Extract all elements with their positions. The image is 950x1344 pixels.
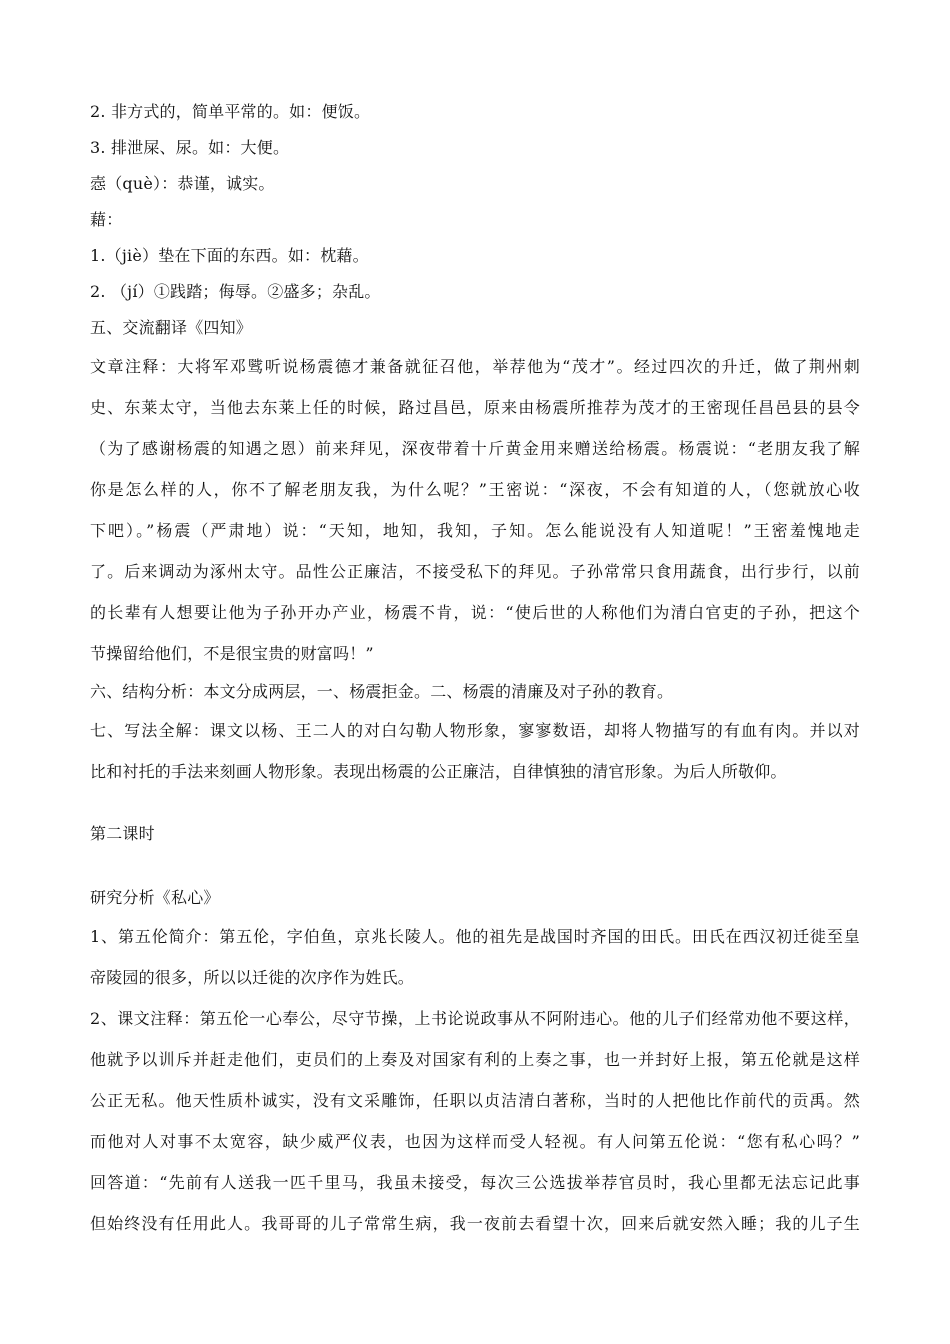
document-page [90,94,860,1244]
text-line: 2. （jí）①践踏；侮辱。②盛多；杂乱。 [90,282,381,301]
text-line: 的长辈有人想要让他为子孙开办产业，杨震不肯，说：“使后世的人称他们为清白官吏的子孙，把这个 [90,603,860,622]
text-line: 回答道：“先前有人送我一匹千里马，我虽未接受，每次三公选拔举荐官员时，我心里都无法忘记此事 [90,1173,860,1192]
text-line: 史、东莱太守，当他去东莱上任的时候，路过昌邑，原来由杨震所推荐为茂才的王密现任昌邑县的县令 [90,398,860,417]
text-line: 1.（jiè）垫在下面的东西。如：枕藉。 [90,246,369,265]
text-line: 比和衬托的手法来刻画人物形象。表现出杨震的公正廉洁，自律慎独的清官形象。为后人所敬仰。 [90,762,787,781]
text-line: （为了感谢杨震的知遇之恩）前来拜见，深夜带着十斤黄金用来赠送给杨震。杨震说：“老朋友我了解 [90,439,860,458]
text-line: 了。后来调动为涿州太守。品性公正廉洁，不接受私下的拜见。子孙常常只食用蔬食，出行步行，以前 [90,562,860,581]
text-line: 文章注释：大将军邓骘听说杨震德才兼备就征召他，举荐他为“茂才”。经过四次的升迁，做了荆州刺 [90,357,860,376]
text-line: 2. 非方式的，简单平常的。如：便饭。 [90,102,371,121]
text-line: 他就予以训斥并赶走他们，吏员们的上奏及对国家有利的上奏之事，也一并封好上报，第五伦就是这样 [90,1050,860,1069]
section-heading: 七、写法全解：课文以杨、王二人的对白勾勒人物形象，寥寥数语，却将人物描写的有血有肉。并以对 [90,721,860,740]
section-heading: 五、交流翻译《四知》 [90,318,253,337]
lesson-heading: 第二课时 [90,824,155,843]
section-heading: 研究分析《私心》 [90,888,220,907]
text-line: 但始终没有任用此人。我哥哥的儿子常常生病，我一夜前去看望十次，回来后就安然入睡；我的儿子生 [90,1214,860,1233]
text-line: 下吧）。”杨震（严肃地）说：“天知，地知，我知，子知。怎么能说没有人知道呢！”王密羞愧地走 [90,521,860,540]
text-line: 2、课文注释：第五伦一心奉公，尽守节操，上书论说政事从不阿附违心。他的儿子们经常劝他不要这样， [90,1009,860,1028]
text-line: 你是怎么样的人，你不了解老朋友我，为什么呢？”王密说：“深夜，不会有知道的人，（您就放心收 [90,480,860,499]
text-line: 悫（què）：恭谨，诚实。 [90,174,275,193]
text-line: 1、第五伦简介：第五伦，字伯鱼，京兆长陵人。他的祖先是战国时齐国的田氏。田氏在西汉初迁徙至皇 [90,927,860,946]
text-line: 公正无私。他天性质朴诚实，没有文采雕饰，任职以贞洁清白著称，当时的人把他比作前代的贡禹。然 [90,1091,860,1110]
section-heading: 六、结构分析：本文分成两层，一、杨震拒金。二、杨震的清廉及对子孙的教育。 [90,682,674,701]
text-line: 而他对人对事不太宽容，缺少威严仪表，也因为这样而受人轻视。有人问第五伦说：“您有私心吗？” [90,1132,860,1151]
text-line: 3. 排泄屎、尿。如：大便。 [90,138,290,157]
text-line: 节操留给他们，不是很宝贵的财富吗！” [90,644,374,663]
text-line: 藉： [90,210,123,229]
text-line: 帝陵园的很多，所以以迁徙的次序作为姓氏。 [90,968,415,987]
